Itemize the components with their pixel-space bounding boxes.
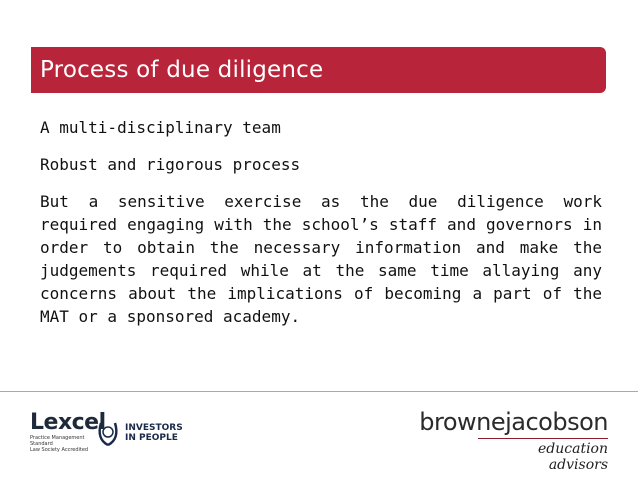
bullet-text: But a sensitive exercise as the due diligence work required engaging with the school’s staff and governors in order to obtain the necessary information and make the judgements required while at the same time allaying any concerns about the implications of becoming a part of the MAT or a sponsored academy. (40, 192, 602, 326)
brownejacobson-logo (418, 408, 608, 473)
slide-title-bar (31, 47, 606, 93)
brand-tagline: education advisors (478, 438, 608, 473)
investors-laurel-icon (95, 419, 121, 447)
bullet-text: Robust and rigorous process (40, 155, 301, 174)
bullet-text: A multi-disciplinary team (40, 118, 281, 137)
slide-title: Process of due diligence (40, 57, 324, 83)
investors-line-2: IN PEOPLE (125, 433, 178, 443)
lexcel-subtitle: Practice Management Standard (30, 435, 85, 447)
lexcel-wordmark: Lexcel (30, 410, 106, 435)
lexcel-logo (30, 410, 106, 460)
slide-body (40, 116, 602, 342)
footer-divider (0, 391, 638, 392)
lexcel-accreditation: Law Society Accredited (30, 447, 89, 453)
investors-line-1: INVESTORS (125, 423, 183, 433)
brand-name: brownejacobson (419, 408, 608, 436)
investors-in-people-logo (95, 418, 183, 448)
